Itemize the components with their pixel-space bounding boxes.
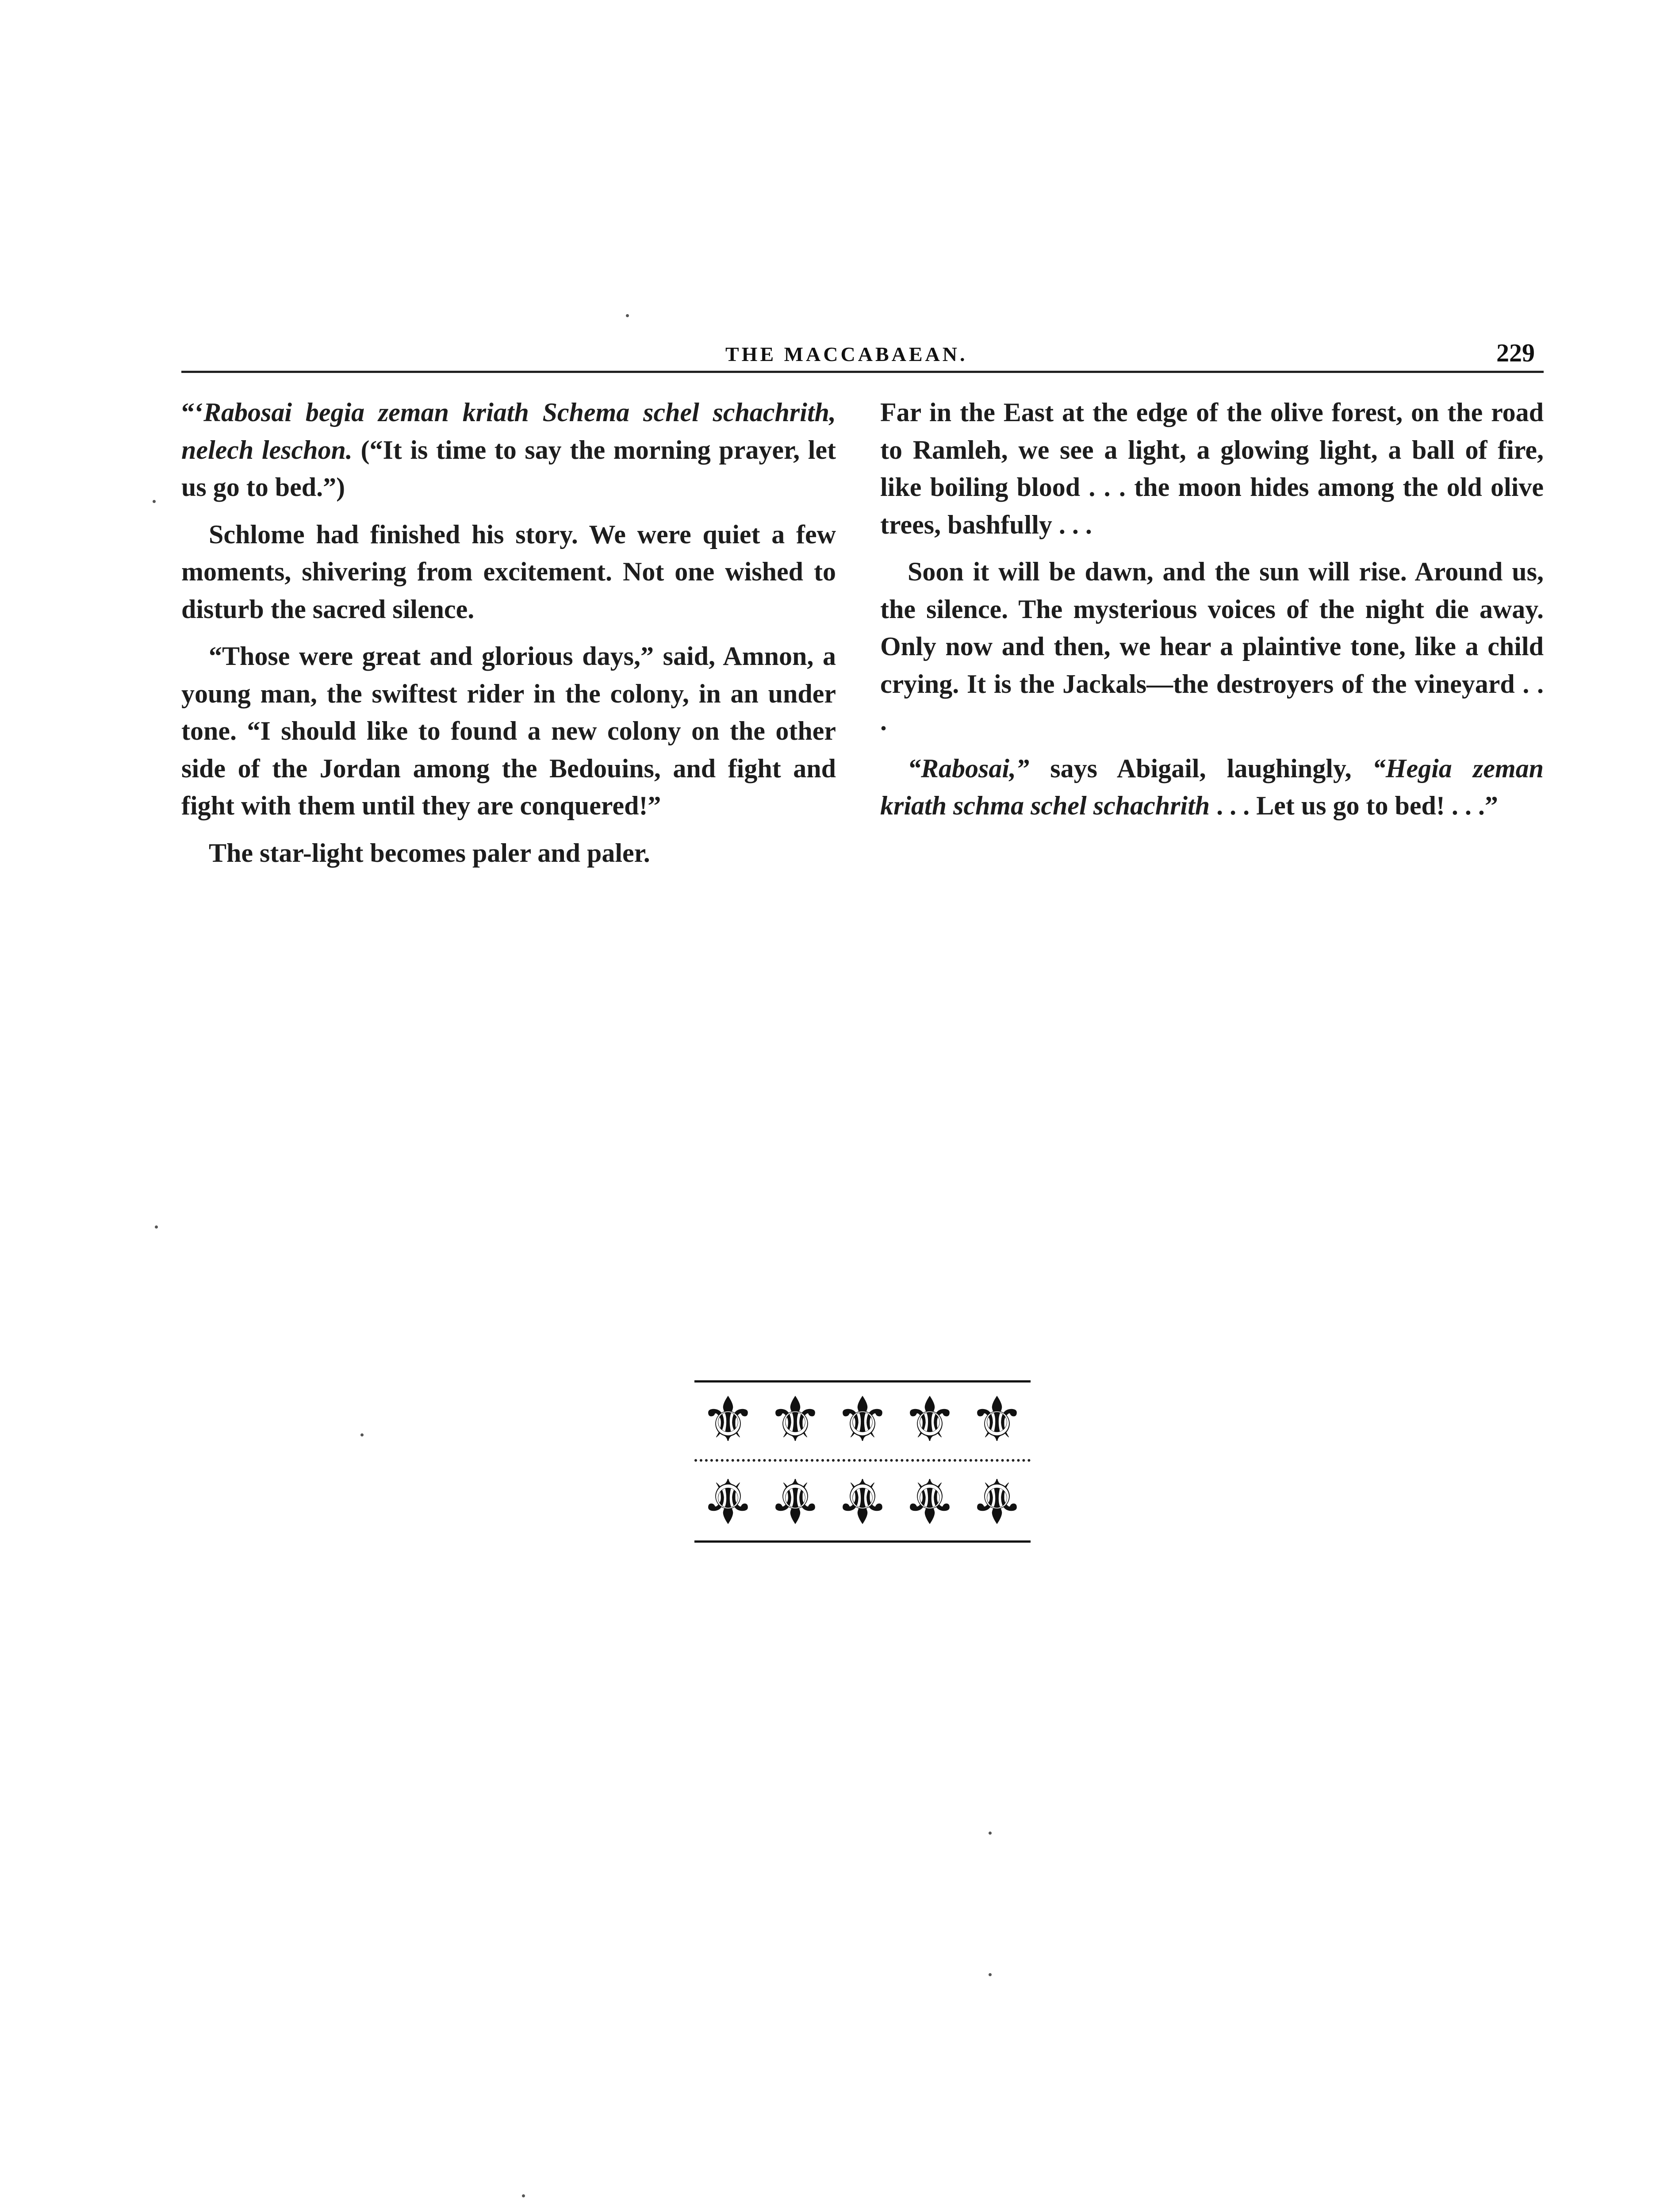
ornament-dotted-divider (694, 1459, 1031, 1462)
fleur-de-lis-icon: ⚜ (767, 1384, 823, 1456)
fleur-de-lis-icon: ⚜ (969, 1464, 1025, 1536)
running-header (181, 338, 1544, 369)
translation: (“It is time to say the morning prayer, let us go to bed.”) (181, 435, 836, 502)
fleur-de-lis-icon: ⚜ (835, 1384, 890, 1456)
ornament-bottom-rule (694, 1540, 1031, 1543)
left-column (181, 394, 836, 881)
ornament-top-row (694, 1384, 1031, 1456)
italic-hegia: “Hegia zeman kriath schma schel schachrith (880, 753, 1544, 820)
scan-speck (989, 1832, 992, 1835)
paragraph-starlight: The star-light becomes paler and paler. (209, 838, 650, 868)
fleur-de-lis-icon: ⚜ (969, 1384, 1025, 1456)
running-title: THE MACCABAEAN. (725, 343, 968, 365)
paragraph-abigail (880, 750, 1544, 825)
italic-rabosai: “Rabosai,” (908, 753, 1030, 783)
fleur-de-lis-icon: ⚜ (902, 1464, 958, 1536)
fleur-de-lis-ornament (694, 1380, 1031, 1544)
paragraph-dawn: Soon it will be dawn, and the sun will rise. Around us, the silence. The mysterious voices of the night die away. Only now and then, we hear a plaintive tone, like a child crying. It is the Jackals—the destroyers of the vineyard . . . (880, 557, 1544, 736)
scan-speck (153, 500, 156, 503)
text-let-us-go: . . . Let us go to bed! . . .” (1210, 791, 1498, 820)
header-rule (181, 371, 1544, 373)
quote-mark: “‘ (181, 398, 203, 427)
ornament-bottom-row (694, 1464, 1031, 1536)
paragraph-amnon: “Those were great and glorious days,” said, Amnon, a young man, the swiftest rider in the colony, in an under tone. “I should like to found a new colony on the other side of the Jordan among the Bedouins, and fight and fight with them until they are conquered!” (181, 641, 836, 820)
page-number: 229 (1496, 338, 1535, 367)
fleur-de-lis-icon: ⚜ (835, 1464, 890, 1536)
right-column (880, 394, 1544, 834)
scan-speck (360, 1433, 364, 1436)
paragraph-schlome: Schlome had finished his story. We were quiet a few moments, shivering from excitement. Not one wished to disturb the sacred silence. (181, 519, 836, 624)
fleur-de-lis-icon: ⚜ (700, 1384, 756, 1456)
fleur-de-lis-icon: ⚜ (767, 1464, 823, 1536)
text-says-abigail: says Abigail, laughingly, (1029, 753, 1372, 783)
paragraph-prayer-quote (181, 394, 836, 506)
fleur-de-lis-icon: ⚜ (902, 1384, 958, 1456)
ornament-top-rule (694, 1380, 1031, 1382)
paragraph-east: Far in the East at the edge of the olive forest, on the road to Ramleh, we see a light, a glowing light, a ball of fire, like boiling blood . . . the moon hides among the old olive trees, bashfully . . . (880, 398, 1544, 539)
fleur-de-lis-icon: ⚜ (700, 1464, 756, 1536)
hebrew-phrase: Rabosai begia zeman kriath Schema schel schachrith, nelech leschon. (181, 398, 836, 465)
scan-speck (989, 1973, 992, 1976)
scan-speck (522, 2194, 525, 2197)
scan-speck (155, 1225, 158, 1229)
scan-speck (626, 314, 629, 317)
